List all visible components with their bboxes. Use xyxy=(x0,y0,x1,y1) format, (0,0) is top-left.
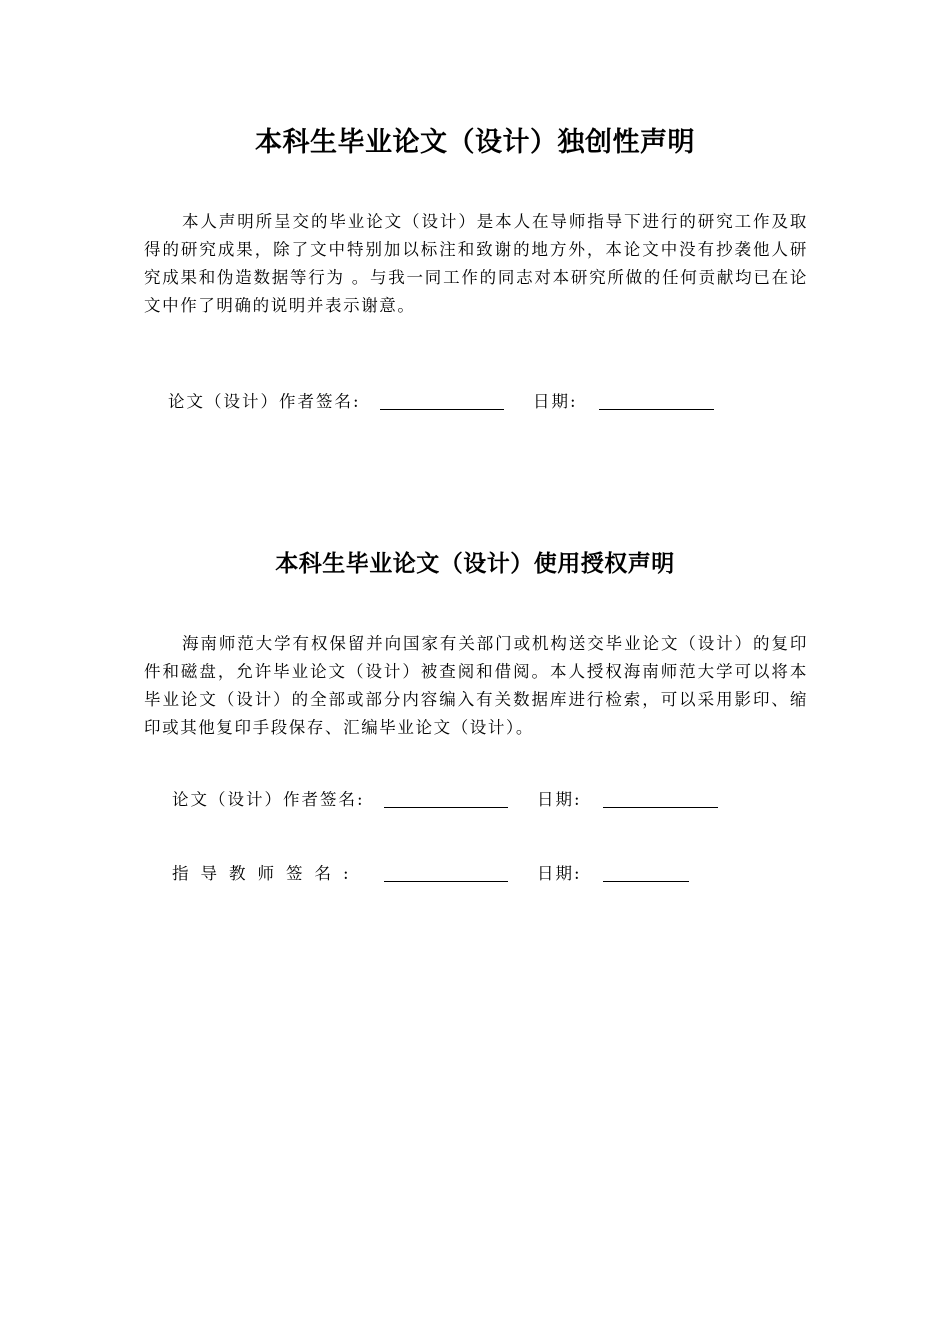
advisor-signature-row xyxy=(172,860,732,888)
authorization-author-signature-row xyxy=(172,786,732,814)
originality-body: 本人声明所呈交的毕业论文（设计）是本人在导师指导下进行的研究工作及取得的研究成果，除了文中特别加以标注和致谢的地方外，本论文中没有抄袭他人研究成果和伪造数据等行为 。与我一同工作的同志对本研究所做的任何贡献均已在论文中作了明确的说明并表示谢意。 xyxy=(144,212,808,315)
authorization-author-label: 论文（设计）作者签名: xyxy=(172,790,365,809)
advisor-label: 指导教师签名: xyxy=(172,864,361,883)
authorization-author-date-label: 日期: xyxy=(537,790,582,809)
originality-signature-row xyxy=(168,388,728,416)
originality-title: 本科生毕业论文（设计）独创性声明 xyxy=(255,127,695,158)
authorization-title: 本科生毕业论文（设计）使用授权声明 xyxy=(275,551,675,577)
originality-date-label: 日期: xyxy=(533,392,578,411)
advisor-date-label: 日期: xyxy=(537,864,582,883)
originality-author-label: 论文（设计）作者签名: xyxy=(168,392,361,411)
authorization-body: 海南师范大学有权保留并向国家有关部门或机构送交毕业论文（设计）的复印件和磁盘，允许毕业论文（设计）被查阅和借阅。本人授权海南师范大学可以将本毕业论文（设计）的全部或部分内容编入有关数据库进行检索，可以采用影印、缩印或其他复印手段保存、汇编毕业论文（设计）。 xyxy=(144,634,808,737)
authorization-author-date-line[interactable] xyxy=(603,807,718,808)
advisor-signature-line[interactable] xyxy=(384,881,508,882)
originality-date-line[interactable] xyxy=(599,409,714,410)
advisor-date-line[interactable] xyxy=(603,881,689,882)
authorization-author-signature-line[interactable] xyxy=(384,807,508,808)
originality-author-signature-line[interactable] xyxy=(380,409,504,410)
